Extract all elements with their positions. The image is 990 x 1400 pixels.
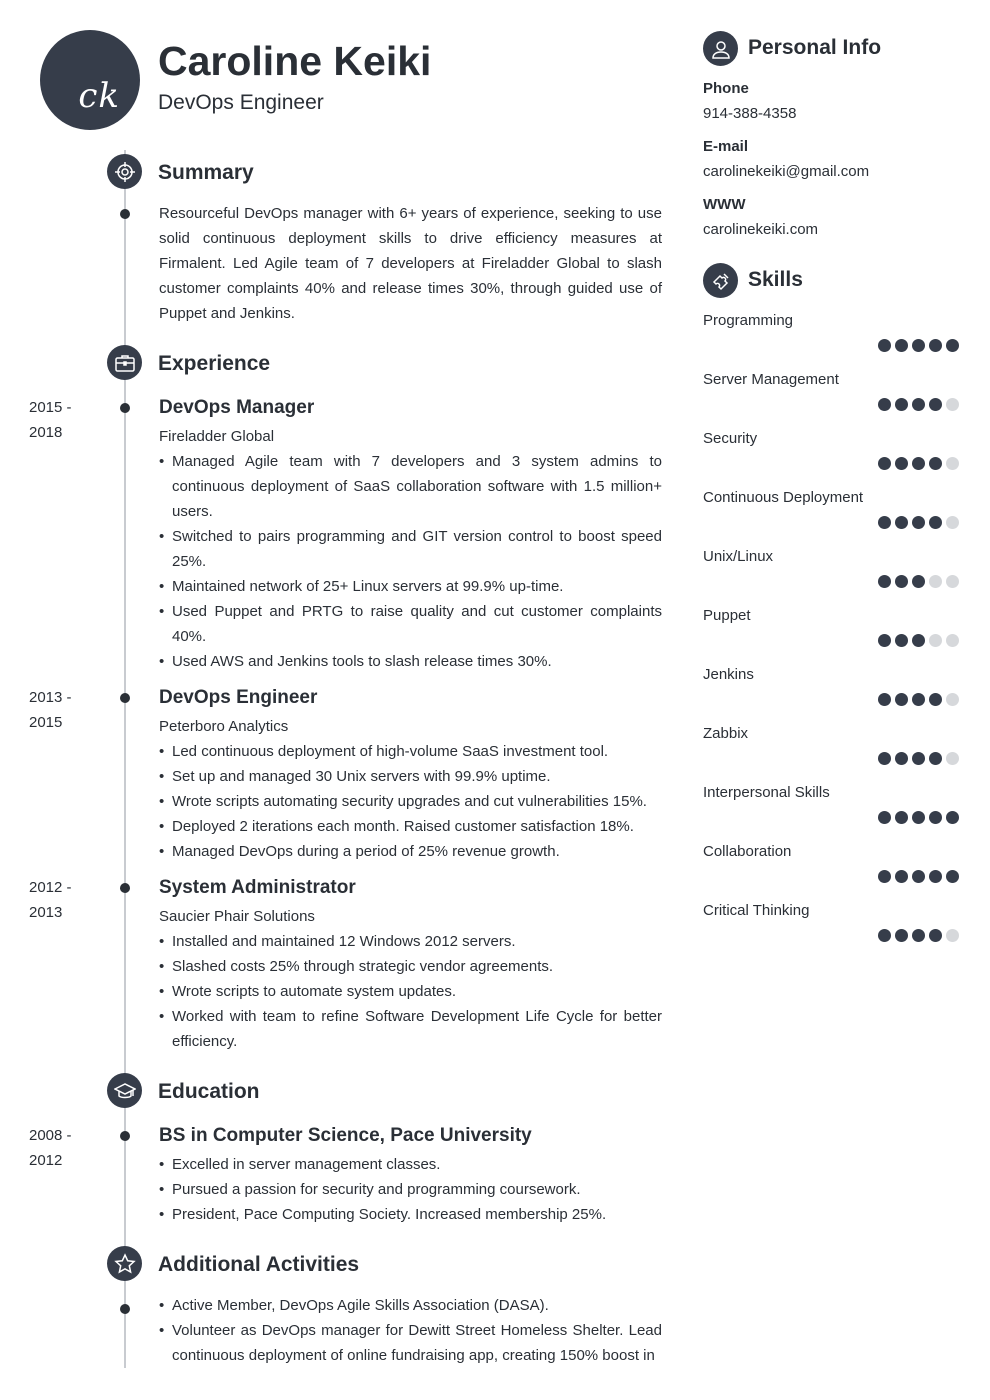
rating-dot-empty bbox=[946, 516, 959, 529]
timeline-dot bbox=[120, 1131, 130, 1141]
phone-value: 914-388-4358 bbox=[703, 105, 797, 122]
list-item: • Wrote scripts automating security upgrades and cut vulnerabilities 15%. bbox=[159, 789, 662, 814]
rating-dot-filled bbox=[895, 870, 908, 883]
rating-dot-filled bbox=[895, 693, 908, 706]
rating-dot-filled bbox=[878, 634, 891, 647]
rating-dot-filled bbox=[912, 752, 925, 765]
rating-dot-empty bbox=[946, 929, 959, 942]
skills-heading: Skills bbox=[748, 268, 803, 291]
phone-label: Phone bbox=[703, 80, 749, 97]
list-item: • President, Pace Computing Society. Increased membership 25%. bbox=[159, 1202, 662, 1227]
job-date: 2013 - 2015 bbox=[29, 689, 72, 731]
rating-dot-filled bbox=[929, 516, 942, 529]
list-item: • Managed DevOps during a period of 25% revenue growth. bbox=[159, 839, 662, 864]
rating-dot-empty bbox=[946, 575, 959, 588]
rating-dot-empty bbox=[946, 752, 959, 765]
job-bullets bbox=[159, 739, 662, 864]
skill-name: Collaboration bbox=[703, 843, 792, 860]
rating-dot-filled bbox=[878, 693, 891, 706]
skill-rating bbox=[878, 398, 959, 411]
rating-dot-empty bbox=[929, 634, 942, 647]
rating-dot-filled bbox=[912, 457, 925, 470]
list-item: • Active Member, DevOps Agile Skills Association (DASA). bbox=[159, 1293, 662, 1318]
rating-dot-filled bbox=[912, 811, 925, 824]
rating-dot-filled bbox=[895, 575, 908, 588]
rating-dot-filled bbox=[929, 870, 942, 883]
skill-rating bbox=[878, 870, 959, 883]
timeline-dot bbox=[120, 403, 130, 413]
list-item: • Set up and managed 30 Unix servers with 99.9% uptime. bbox=[159, 764, 662, 789]
rating-dot-filled bbox=[878, 575, 891, 588]
education-degree: BS in Computer Science, Pace University bbox=[159, 1125, 532, 1146]
graduation-cap-icon bbox=[107, 1073, 142, 1108]
list-item: • Slashed costs 25% through strategic vendor agreements. bbox=[159, 954, 662, 979]
list-item: • Wrote scripts to automate system updates. bbox=[159, 979, 662, 1004]
user-icon bbox=[703, 31, 738, 66]
rating-dot-filled bbox=[929, 339, 942, 352]
rating-dot-filled bbox=[912, 339, 925, 352]
rating-dot-filled bbox=[929, 398, 942, 411]
rating-dot-filled bbox=[878, 870, 891, 883]
job-company: Fireladder Global bbox=[159, 428, 275, 445]
skill-name: Zabbix bbox=[703, 725, 749, 742]
list-item: • Deployed 2 iterations each month. Raised customer satisfaction 18%. bbox=[159, 814, 662, 839]
timeline-dot bbox=[120, 1304, 130, 1314]
rating-dot-filled bbox=[912, 516, 925, 529]
job-company: Saucier Phair Solutions bbox=[159, 908, 315, 925]
skill-name: Programming bbox=[703, 312, 794, 329]
rating-dot-filled bbox=[912, 398, 925, 411]
rating-dot-filled bbox=[895, 339, 908, 352]
job-bullets bbox=[159, 929, 662, 1054]
rating-dot-filled bbox=[946, 811, 959, 824]
skill-rating bbox=[878, 811, 959, 824]
rating-dot-filled bbox=[912, 870, 925, 883]
rating-dot-filled bbox=[878, 811, 891, 824]
rating-dot-filled bbox=[929, 457, 942, 470]
activities-bullets bbox=[159, 1293, 662, 1368]
candidate-title: DevOps Engineer bbox=[158, 91, 324, 114]
rating-dot-filled bbox=[912, 634, 925, 647]
rating-dot-filled bbox=[929, 811, 942, 824]
skill-rating bbox=[878, 339, 959, 352]
candidate-name: Caroline Keiki bbox=[158, 38, 432, 84]
skill-name: Puppet bbox=[703, 607, 751, 624]
skill-name: Server Management bbox=[703, 371, 839, 388]
briefcase-icon bbox=[107, 345, 142, 380]
activities-heading: Additional Activities bbox=[158, 1253, 360, 1276]
email-label: E-mail bbox=[703, 138, 749, 155]
experience-heading: Experience bbox=[158, 352, 271, 375]
list-item: • Switched to pairs programming and GIT version control to boost speed 25%. bbox=[159, 524, 662, 574]
star-icon bbox=[107, 1246, 142, 1281]
skill-name: Critical Thinking bbox=[703, 902, 810, 919]
list-item: • Excelled in server management classes. bbox=[159, 1152, 662, 1177]
timeline-dot bbox=[120, 693, 130, 703]
education-bullets bbox=[159, 1152, 662, 1227]
list-item: • Maintained network of 25+ Linux servers at 99.9% up-time. bbox=[159, 574, 662, 599]
rating-dot-filled bbox=[929, 752, 942, 765]
target-icon bbox=[107, 154, 142, 189]
job-title: DevOps Engineer bbox=[159, 687, 318, 708]
timeline-line bbox=[124, 150, 126, 1368]
list-item: • Worked with team to refine Software Development Life Cycle for better efficiency. bbox=[159, 1004, 662, 1054]
summary-heading: Summary bbox=[158, 161, 254, 184]
rating-dot-filled bbox=[878, 398, 891, 411]
rating-dot-filled bbox=[912, 929, 925, 942]
rating-dot-filled bbox=[929, 693, 942, 706]
skill-rating bbox=[878, 929, 959, 942]
rating-dot-filled bbox=[895, 516, 908, 529]
rating-dot-filled bbox=[895, 398, 908, 411]
personal-info-heading: Personal Info bbox=[748, 36, 882, 59]
rating-dot-filled bbox=[878, 339, 891, 352]
rating-dot-filled bbox=[895, 752, 908, 765]
avatar-initials: ck bbox=[78, 76, 120, 116]
job-date: 2012 - 2013 bbox=[29, 879, 72, 921]
list-item: • Installed and maintained 12 Windows 2012 servers. bbox=[159, 929, 662, 954]
rating-dot-filled bbox=[946, 339, 959, 352]
list-item: • Managed Agile team with 7 developers and 3 system admins to continuous deployment of SaaS collaboration software with 1.5 million+ users. bbox=[159, 449, 662, 524]
rating-dot-filled bbox=[878, 752, 891, 765]
rating-dot-empty bbox=[946, 398, 959, 411]
skill-name: Continuous Deployment bbox=[703, 489, 864, 506]
education-date: 2008 - 2012 bbox=[29, 1127, 72, 1169]
summary-text: Resourceful DevOps manager with 6+ years of experience, seeking to use solid continuous deployment skills to drive efficiency measures at Firmalent. Led Agile team of 7 developers at Fireladder Global to slash customer complaints 40% and release times 30%, through guided use of Puppet and Jenkins. bbox=[159, 205, 662, 322]
timeline-dot bbox=[120, 209, 130, 219]
rating-dot-filled bbox=[929, 929, 942, 942]
rating-dot-filled bbox=[878, 516, 891, 529]
www-value: carolinekeiki.com bbox=[703, 221, 819, 238]
timeline-dot bbox=[120, 883, 130, 893]
list-item: • Used AWS and Jenkins tools to slash release times 30%. bbox=[159, 649, 662, 674]
skill-name: Security bbox=[703, 430, 758, 447]
rating-dot-filled bbox=[895, 811, 908, 824]
rating-dot-filled bbox=[912, 575, 925, 588]
job-bullets bbox=[159, 449, 662, 674]
rating-dot-empty bbox=[946, 693, 959, 706]
rating-dot-filled bbox=[895, 457, 908, 470]
rating-dot-filled bbox=[912, 693, 925, 706]
rating-dot-filled bbox=[895, 929, 908, 942]
list-item: • Led continuous deployment of high-volume SaaS investment tool. bbox=[159, 739, 662, 764]
rating-dot-filled bbox=[946, 870, 959, 883]
rating-dot-filled bbox=[878, 457, 891, 470]
list-item: • Volunteer as DevOps manager for Dewitt Street Homeless Shelter. Lead continuous deployment of online fundraising app, creating 150% boost in bbox=[159, 1318, 662, 1368]
avatar bbox=[40, 30, 140, 130]
education-heading: Education bbox=[158, 1080, 260, 1103]
list-item: • Used Puppet and PRTG to raise quality and cut customer complaints 40%. bbox=[159, 599, 662, 649]
skill-rating bbox=[878, 516, 959, 529]
rating-dot-empty bbox=[946, 457, 959, 470]
rating-dot-empty bbox=[946, 634, 959, 647]
skill-name: Jenkins bbox=[703, 666, 754, 683]
rating-dot-filled bbox=[878, 929, 891, 942]
www-label: WWW bbox=[703, 196, 746, 213]
job-title: DevOps Manager bbox=[159, 397, 315, 418]
job-company: Peterboro Analytics bbox=[159, 718, 289, 735]
skill-rating bbox=[878, 752, 959, 765]
skill-name: Interpersonal Skills bbox=[703, 784, 830, 801]
skill-rating bbox=[878, 693, 959, 706]
puzzle-icon bbox=[703, 263, 738, 298]
skill-rating bbox=[878, 457, 959, 470]
skill-name: Unix/Linux bbox=[703, 548, 774, 565]
job-date: 2015 - 2018 bbox=[29, 399, 72, 441]
rating-dot-empty bbox=[929, 575, 942, 588]
job-title: System Administrator bbox=[159, 877, 356, 898]
skill-rating bbox=[878, 634, 959, 647]
list-item: • Pursued a passion for security and programming coursework. bbox=[159, 1177, 662, 1202]
rating-dot-filled bbox=[895, 634, 908, 647]
skill-rating bbox=[878, 575, 959, 588]
email-value: carolinekeiki@gmail.com bbox=[703, 163, 870, 180]
